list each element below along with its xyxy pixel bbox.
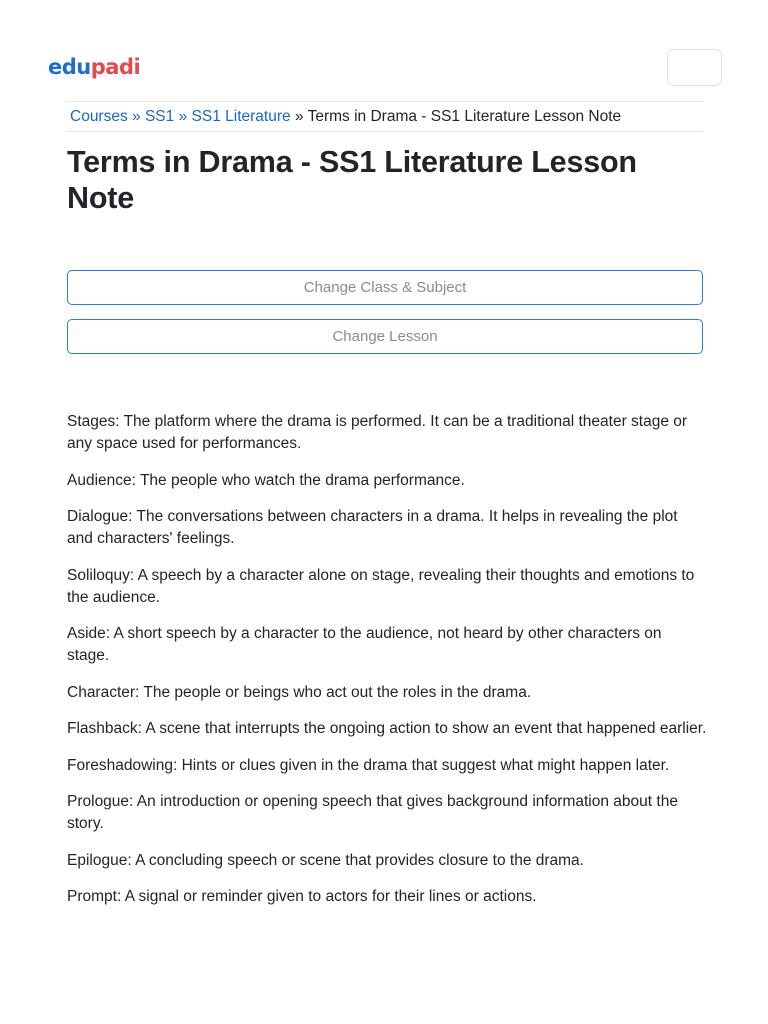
page-title: Terms in Drama - SS1 Literature Lesson Note	[67, 145, 637, 215]
term-paragraph: Stages: The platform where the drama is performed. It can be a traditional theater stage or any space used for performances.	[67, 413, 688, 452]
breadcrumb-courses[interactable]: Courses	[70, 108, 128, 125]
menu-toggle-button[interactable]	[667, 49, 722, 86]
lesson-content	[67, 411, 707, 923]
breadcrumb-subject[interactable]: SS1 Literature	[191, 108, 291, 125]
logo-part-edu: edu	[48, 55, 91, 79]
breadcrumb-separator: »	[294, 108, 304, 125]
change-class-subject-button[interactable]: Change Class & Subject	[67, 270, 703, 305]
breadcrumb-ss1[interactable]: SS1	[144, 108, 175, 125]
term-paragraph: Soliloquy: A speech by a character alone on stage, revealing their thoughts and emotions to the audience.	[67, 566, 695, 606]
breadcrumb-separator: »	[132, 108, 141, 125]
breadcrumb-separator: »	[178, 108, 188, 125]
term-paragraph: Aside: A short speech by a character to the audience, not heard by other characters on stage.	[67, 625, 662, 664]
term-paragraph: Dialogue: The conversations between characters in a drama. It helps in revealing the plot and characters' feelings.	[67, 508, 678, 547]
term-paragraph: Character: The people or beings who act out the roles in the drama.	[67, 683, 532, 701]
term-paragraph: Flashback: A scene that interrupts the ongoing action to show an event that happened earlier.	[67, 720, 707, 737]
logo-part-padi: padi	[90, 55, 141, 79]
navbar	[0, 0, 768, 100]
breadcrumb	[67, 101, 703, 132]
term-paragraph: Epilogue: A concluding speech or scene that provides closure to the drama.	[67, 851, 584, 869]
term-paragraph: Audience: The people who watch the drama performance.	[67, 471, 465, 489]
change-lesson-button[interactable]: Change Lesson	[67, 319, 703, 354]
breadcrumb-current: Terms in Drama - SS1 Literature Lesson Note	[307, 108, 622, 125]
term-paragraph: Prompt: A signal or reminder given to actors for their lines or actions.	[67, 888, 537, 905]
term-paragraph: Prologue: An introduction or opening speech that gives background information about the story.	[67, 793, 678, 832]
term-paragraph: Foreshadowing: Hints or clues given in the drama that suggest what might happen later.	[67, 756, 670, 774]
edupadi-logo[interactable]	[48, 53, 140, 81]
